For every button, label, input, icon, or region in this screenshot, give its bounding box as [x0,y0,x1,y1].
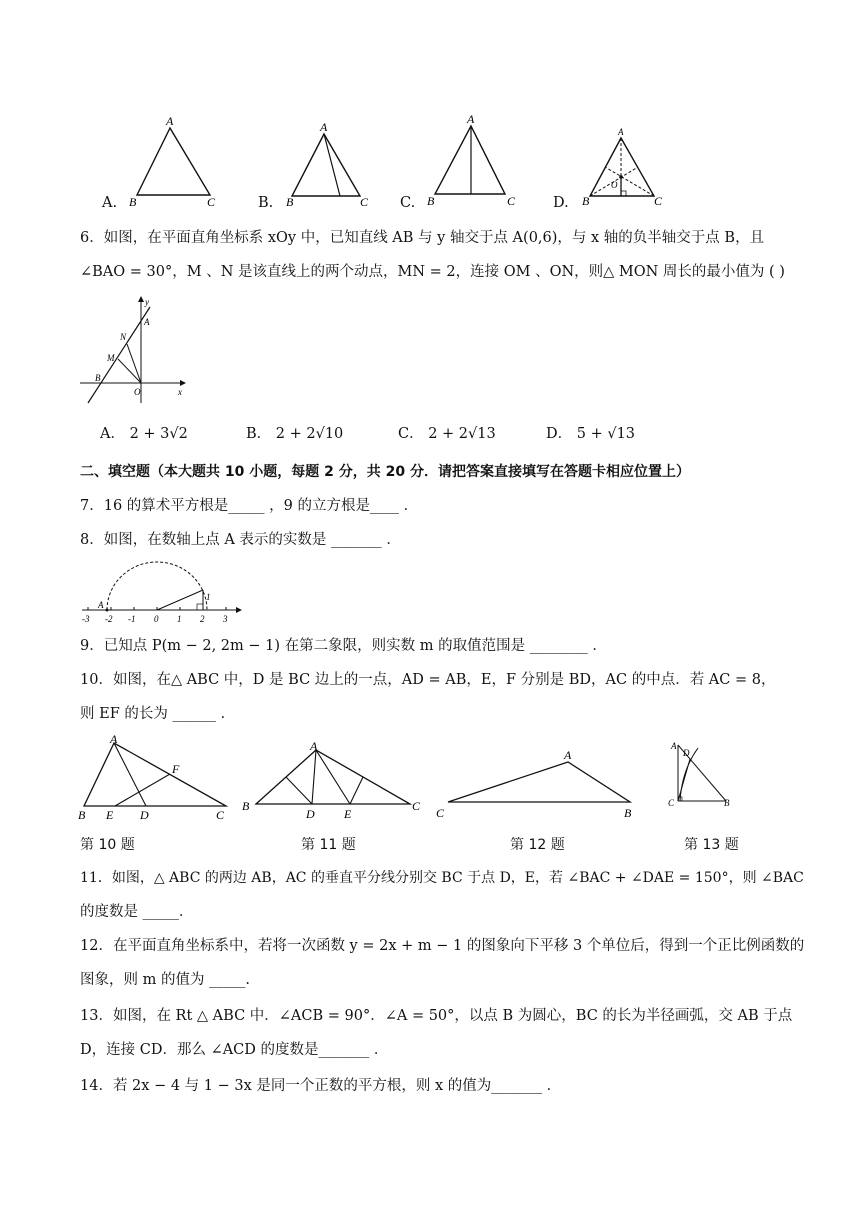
q7-text: 7．16 的算术平方根是_____ ，9 的立方根是____ ． [80,498,419,514]
f10-label-C: C [216,808,225,822]
f10-label-D: D [140,808,149,822]
q6-option-b[interactable]: B． 2 + 2√10 [246,426,344,442]
f12-label-A: A [564,748,572,762]
q5d-label-A: A [618,127,624,137]
q5a-label-B: B [129,195,137,209]
figure-13 [664,740,744,812]
q5d-label-C: C [654,194,663,208]
section-heading: 二、填空题（本大题共 10 小题，每题 2 分，共 20 分．请把答案直接填写在答题卡相应位置上） [80,464,690,480]
q5b-label-C: C [360,195,369,209]
f13-label-B: B [724,798,730,808]
q11-line2: 的度数是 _____． [80,904,194,920]
tick-label: -3 [82,614,90,624]
q5-figures [0,110,868,220]
point-A-label: A [98,600,104,610]
q5a-label-C: C [207,195,216,209]
f13-label-C: C [668,798,675,808]
f11-label-E: E [344,807,352,821]
q5-figure-d [578,110,678,215]
q5c-label-A: A [467,112,475,126]
tick-label: 2 [200,614,205,624]
figure-11 [240,738,425,823]
height-label: 1 [206,592,211,602]
q6-label-B: B [95,373,101,383]
figure-10 [76,733,236,823]
q6-label-y: y [145,297,149,307]
q5d-label-O: O [611,180,618,190]
q8-text: 8．如图，在数轴上点 A 表示的实数是 _______ ． [80,532,401,548]
q10-line2: 则 EF 的长为 ______ ． [80,706,236,722]
q13-line1: 13．如图，在 Rt △ ABC 中．∠ACB = 90°．∠A = 50°，以点 B 为圆心，BC 的长为半径画弧，交 AB 于点 [80,1008,793,1024]
caption-11: 第 11 题 [301,837,356,853]
q6-line1: 6．如图，在平面直角坐标系 xOy 中，已知直线 AB 与 y 轴交于点 A(0,6)，与 x 轴的负半轴交于点 B，且 [80,230,765,246]
f11-label-D: D [306,807,315,821]
q6-line2: ∠BAO = 30°，M 、N 是该直线上的两个动点，MN = 2，连接 OM 、ON，则△ MON 周长的最小值为 ( ) [80,264,785,280]
f10-label-E: E [106,808,114,822]
tick-label: 0 [154,614,159,624]
caption-10: 第 10 题 [80,837,135,853]
f10-label-B: B [78,808,86,822]
q6-option-a[interactable]: A． 2 + 3√2 [100,426,188,442]
q6-option-c[interactable]: C． 2 + 2√13 [398,426,496,442]
q14-text: 14．若 2x − 4 与 1 − 3x 是同一个正数的平方根，则 x 的值为_______ ． [80,1078,562,1094]
caption-12: 第 12 题 [510,837,565,853]
q6-label-x: x [178,387,182,397]
f10-label-A: A [110,733,118,746]
f13-label-D: D [683,748,690,758]
f12-label-B: B [624,806,632,820]
q5-option-d-letter[interactable]: D. [553,195,569,211]
q8-number-line [78,560,248,626]
q9-text: 9．已知点 P(m − 2, 2m − 1) 在第二象限，则实数 m 的取值范围是 ________ ． [80,638,607,654]
q12-line2: 图象，则 m 的值为 _____. [80,972,250,988]
q5-figure-c [425,110,525,215]
q6-label-A: A [144,317,150,327]
q6-label-N: N [120,332,127,342]
caption-13: 第 13 题 [684,837,739,853]
q5-option-b-letter[interactable]: B. [258,195,274,211]
q5-option-c-letter[interactable]: C. [400,195,416,211]
q5c-label-C: C [507,194,516,208]
tick-label: 3 [223,614,228,624]
q5a-label-A: A [166,114,174,128]
q5b-label-B: B [286,195,294,209]
tick-label: -2 [105,614,113,624]
q5-option-a-letter[interactable]: A. [102,195,118,211]
tick-label: 1 [177,614,182,624]
q5-figure-b [282,110,382,215]
q5b-label-A: A [320,120,328,134]
f11-label-A: A [310,739,318,753]
f12-label-C: C [436,806,445,820]
f11-label-C: C [412,799,421,813]
f13-label-A: A [671,741,677,751]
tick-label: -1 [128,614,136,624]
q6-label-M: M [107,353,115,363]
q5c-label-B: B [427,194,435,208]
q6-figure [78,295,188,407]
f10-label-F: F [172,762,180,776]
q13-line2: D，连接 CD．那么 ∠ACD 的度数是_______ ． [80,1042,389,1058]
q5d-label-B: B [582,194,590,208]
q10-line1: 10．如图，在△ ABC 中，D 是 BC 边上的一点，AD = AB，E，F 分别是 BD，AC 的中点．若 AC = 8， [80,672,776,688]
figure-12 [432,745,642,825]
q5-figure-a [125,110,225,215]
q6-option-d[interactable]: D． 5 + √13 [546,426,636,442]
q6-label-O: O [134,387,141,397]
q12-line1: 12．在平面直角坐标系中，若将一次函数 y = 2x + m − 1 的图象向下平移 3 个单位后，得到一个正比例函数的 [80,938,805,954]
f11-label-B: B [242,799,250,813]
q11-line1: 11．如图，△ ABC 的两边 AB，AC 的垂直平分线分别交 BC 于点 D，E，若 ∠BAC + ∠DAE = 150°，则 ∠BAC [80,870,804,886]
